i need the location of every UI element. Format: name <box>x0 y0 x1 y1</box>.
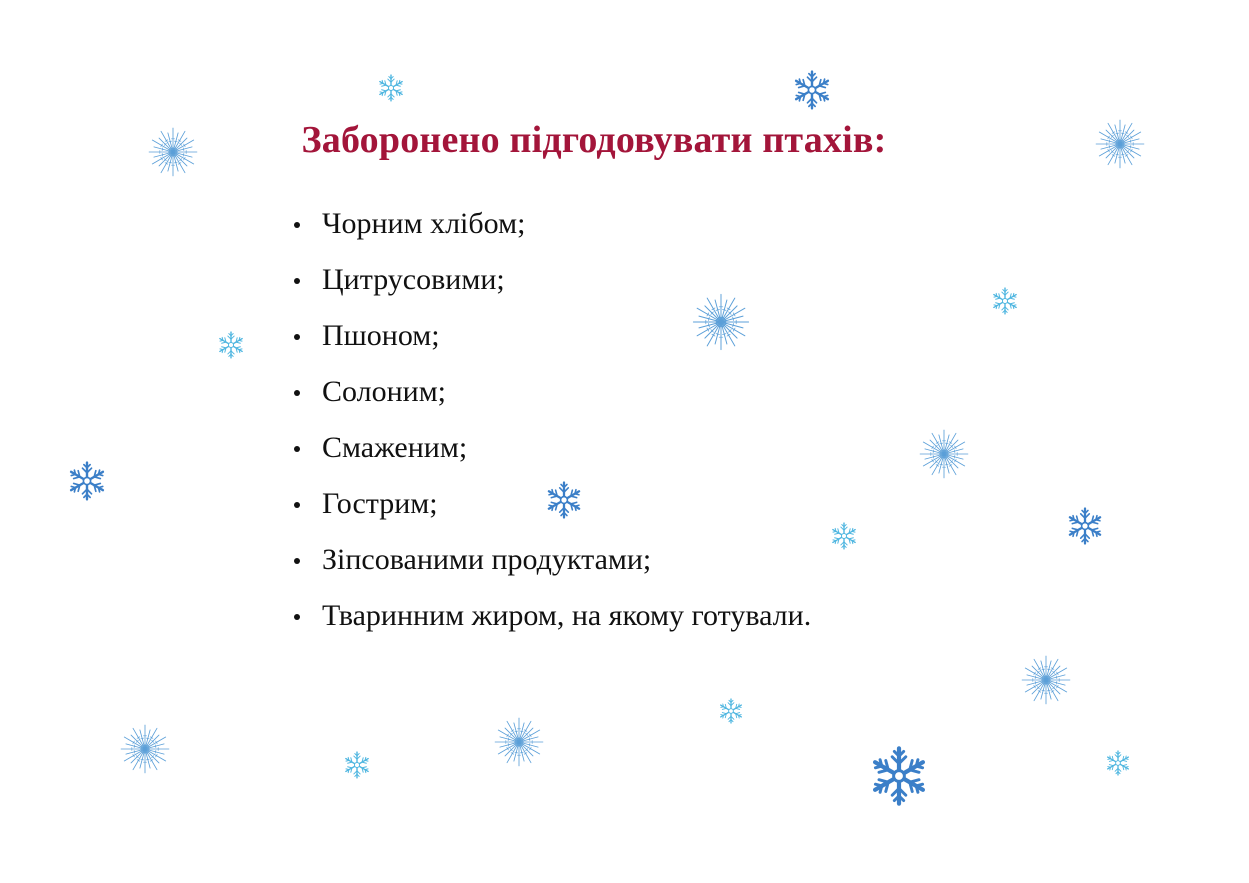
snowflake-icon <box>792 70 832 110</box>
snowflake-icon <box>67 461 107 501</box>
snowflake-icon <box>718 698 744 724</box>
snowflake-icon <box>1066 507 1104 545</box>
bullet-dot <box>294 278 300 284</box>
list-item <box>290 200 811 256</box>
snowflake-icon <box>545 481 583 519</box>
list-item-text: Тваринним жиром, на якому готували. <box>322 599 812 632</box>
list-item <box>290 592 811 648</box>
snowflake-icon <box>1020 654 1072 706</box>
snowflake-icon <box>377 74 405 102</box>
list-item-text: Чорним хлібом; <box>322 207 526 240</box>
snowflake-icon <box>691 292 751 352</box>
snowflake-icon <box>869 746 929 806</box>
snowflake-icon <box>119 723 171 775</box>
snowflake-icon <box>830 522 858 550</box>
bullet-dot <box>294 558 300 564</box>
list-item <box>290 536 811 592</box>
snowflake-icon <box>343 751 371 779</box>
bullet-dot <box>294 446 300 452</box>
snowflake-icon <box>217 331 245 359</box>
bullet-dot <box>294 502 300 508</box>
list-item <box>290 424 811 480</box>
slide-title: Заборонено підгодовувати птахів: <box>301 119 887 161</box>
snowflake-icon <box>991 287 1019 315</box>
snowflake-icon <box>1105 750 1131 776</box>
list-item-text: Смаженим; <box>322 431 468 464</box>
snowflake-icon <box>493 716 545 768</box>
bullet-dot <box>294 614 300 620</box>
list-item-text: Гострим; <box>322 487 438 520</box>
list-item <box>290 368 811 424</box>
snowflake-icon <box>1094 118 1146 170</box>
list-item-text: Пшоном; <box>322 319 440 352</box>
snowflake-icon <box>918 428 970 480</box>
bullet-dot <box>294 222 300 228</box>
list-item-text: Зіпсованими продуктами; <box>322 543 652 576</box>
list-item-text: Солоним; <box>322 375 447 408</box>
snowflake-icon <box>147 126 199 178</box>
bullet-dot <box>294 390 300 396</box>
list-item-text: Цитрусовими; <box>322 263 505 296</box>
bullet-list <box>290 200 811 648</box>
bullet-dot <box>294 334 300 340</box>
